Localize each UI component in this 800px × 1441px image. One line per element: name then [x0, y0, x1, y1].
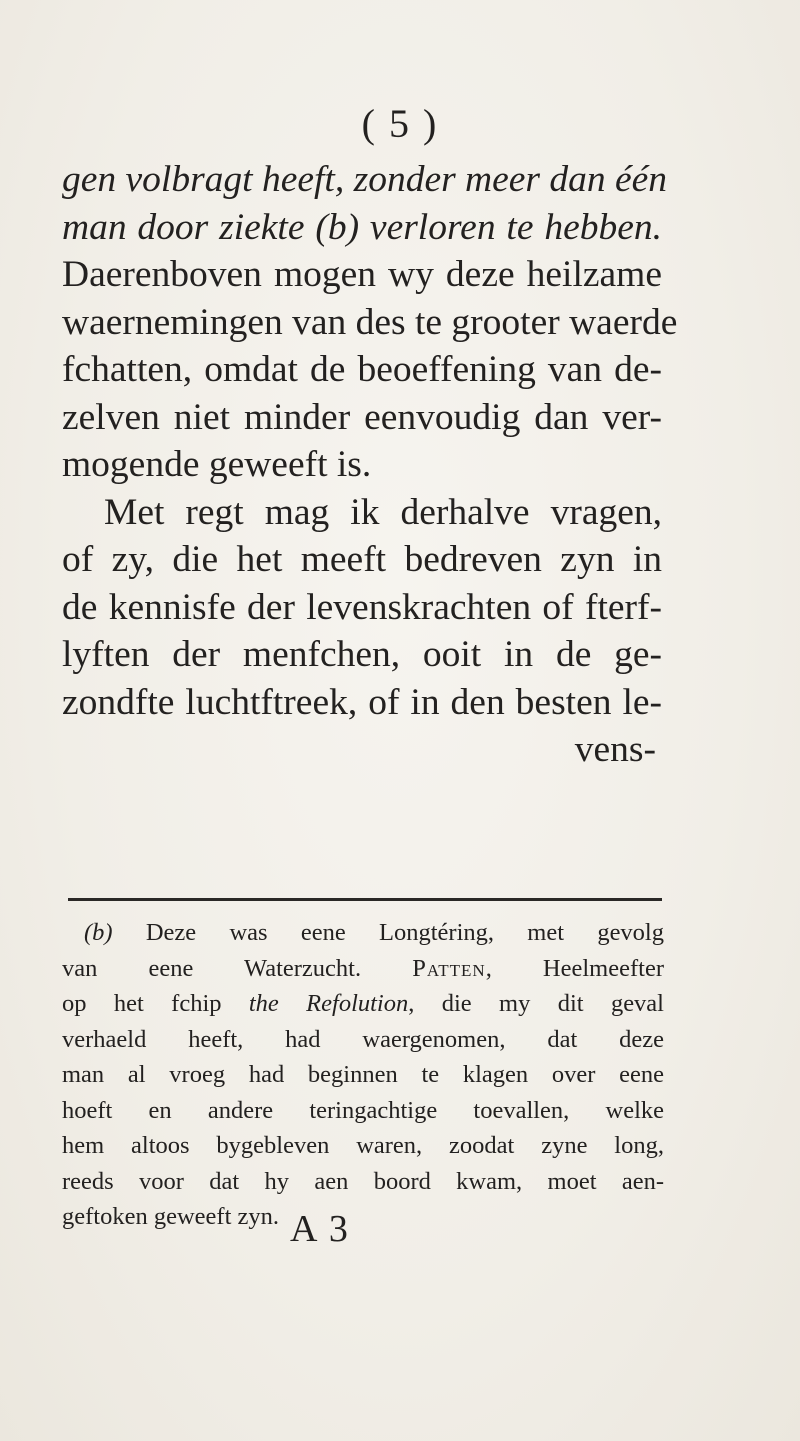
footnote-rule	[68, 898, 662, 901]
main-text	[62, 156, 678, 774]
footnote-line	[62, 951, 664, 987]
text-line: lyften der menfchen, ooit in de ge-	[62, 634, 662, 675]
surgeon-name: Patten	[412, 954, 486, 982]
footnote-marker: (b)	[84, 919, 113, 946]
text-line: mogende geweeft is.	[62, 444, 372, 485]
text-line: man door ziekte (b) verloren te hebben.	[62, 206, 662, 248]
text-line: waernemingen van des te grooter waerde	[62, 301, 678, 343]
footnote-line: hem altoos bygebleven waren, zoodat zyne long,	[62, 1132, 664, 1159]
text-line: gen volbragt heeft, zonder meer dan één	[62, 159, 668, 200]
text-line: Daerenboven mogen wy deze heilzame	[62, 254, 662, 295]
text-line: zondfte luchtftreek, of in den besten le-	[62, 681, 662, 723]
text-line: zelven niet minder eenvoudig dan ver-	[62, 396, 662, 438]
page-number: ( 5 )	[361, 101, 439, 146]
footnote-text: , Heelmeefter	[485, 954, 664, 982]
footnote-line	[62, 986, 664, 1022]
catchword: vens-	[574, 729, 656, 770]
footnote-text: , die my dit geval	[408, 990, 664, 1017]
footnote-line: reeds voor dat hy aen boord kwam, moet aen-	[62, 1167, 664, 1195]
footnote-line	[62, 915, 664, 951]
text-line: Met regt mag ik derhalve vragen,	[104, 491, 662, 533]
footnote-text: Deze was eene Longtéring, met gevolg	[112, 919, 664, 946]
text-line: of zy, die het meeft bedreven zyn in	[62, 539, 662, 580]
footnote	[62, 915, 664, 1235]
signature-mark: A 3	[290, 1208, 350, 1250]
footnote-line: geftoken geweeft zyn.	[62, 1203, 279, 1230]
footnote-line: hoeft en andere teringachtige toevallen, welke	[62, 1096, 664, 1124]
footnote-line: verhaeld heeft, had waergenomen, dat deze	[62, 1025, 664, 1053]
text-line: de kennisfe der levenskrachten of fterf-	[62, 586, 662, 628]
footnote-line: man al vroeg had beginnen te klagen over eene	[62, 1061, 664, 1088]
footnote-text: van eene Waterzucht.	[62, 954, 413, 982]
text-line: fchatten, omdat de beoeffening van de-	[62, 349, 662, 390]
ship-name: the Refolution	[248, 990, 409, 1017]
footnote-text: op het fchip	[62, 990, 249, 1017]
